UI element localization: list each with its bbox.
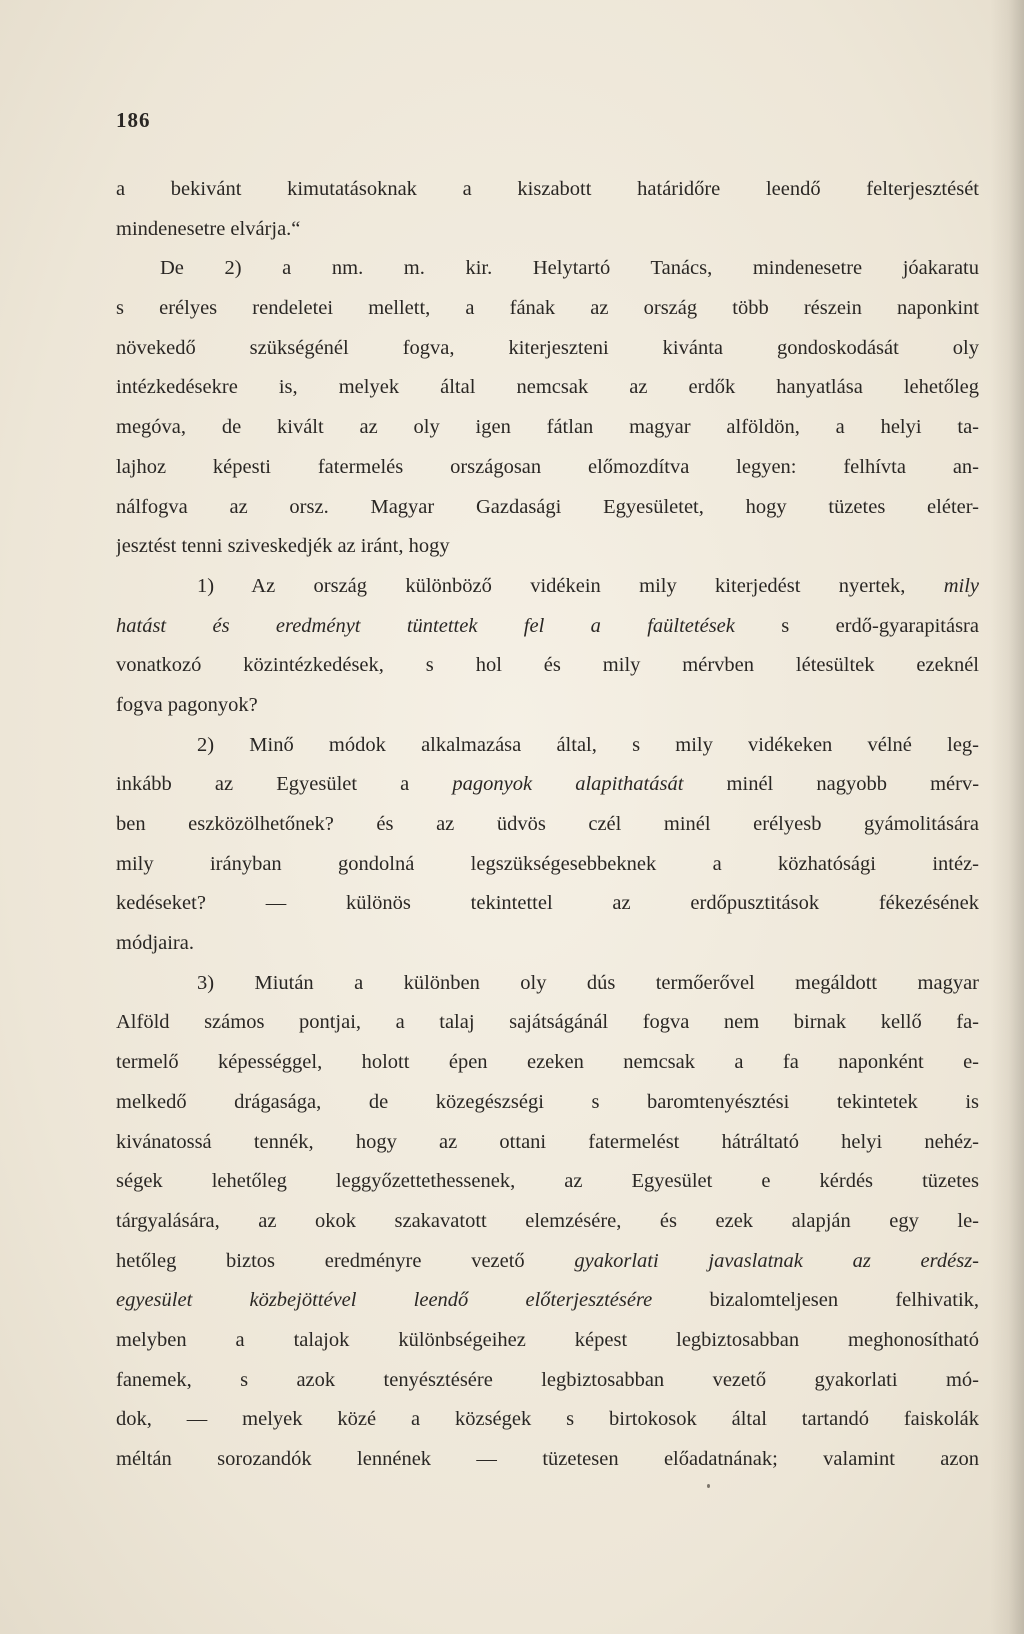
italic-segment: egyesület közbejöttével leendő előterjesztésére (116, 1289, 653, 1312)
body-text (116, 170, 979, 1480)
text-line: jesztést tenni sziveskedjék az iránt, hogy (116, 535, 450, 558)
italic-segment: mily (943, 574, 979, 597)
text-line: Alföld számos pontjai, a talaj sajátságánál fogva nem birnak kellő fa- (116, 1011, 979, 1034)
text-line: s erélyes rendeletei mellett, a fának az ország több részein naponkint (116, 297, 979, 320)
text-line (116, 1281, 979, 1321)
text-line: a bekivánt kimutatásoknak a kiszabott határidőre leendő felterjesztését (116, 178, 979, 200)
page-number: 186 (116, 108, 151, 132)
text-line: De 2) a nm. m. kir. Helytartó Tanács, mindenesetre jóakaratu (160, 257, 979, 280)
text-line: kedéseket? — különös tekintettel az erdőpusztitások fékezésének (116, 892, 979, 915)
text-line (116, 765, 979, 805)
text-line: megóva, de kivált az oly igen fátlan magyar alföldön, a helyi ta- (116, 416, 979, 439)
text-line: tárgyalására, az okok szakavatott elemzésére, és ezek alapján egy le- (116, 1209, 979, 1232)
text-line: vonatkozó közintézkedések, s hol és mily mérvben létesültek ezeknél (116, 654, 979, 677)
ink-speck (707, 1484, 710, 1488)
text-line: fanemek, s azok tenyésztésére legbiztosabban vezető gyakorlati mó- (116, 1368, 979, 1391)
text-segment: 1) Az ország különböző vidékein mily kiterjedést nyertek, (197, 574, 944, 597)
page-edge-shadow (990, 0, 1024, 1634)
text-line: melkedő drágasága, de közegészségi s baromtenyésztési tekintetek is (116, 1090, 979, 1113)
italic-segment: hatást és eredményt tüntettek fel a faültetések (116, 614, 735, 637)
text-line: lajhoz képesti fatermelés országosan előmozdítva legyen: felhívta an- (116, 455, 979, 478)
text-segment: bizalomteljesen felhivatik, (652, 1289, 979, 1312)
text-line (116, 1242, 979, 1282)
text-line: 3) Miután a különben oly dús termőerővel megáldott magyar (197, 971, 979, 994)
text-line (116, 567, 979, 607)
text-line: ben eszközölhetőnek? és az üdvös czél minél erélyesb gyámolitására (116, 813, 979, 835)
text-line: dok, — melyek közé a községek s birtokosok által tartandó faiskolák (116, 1408, 979, 1431)
text-line: nálfogva az orsz. Magyar Gazdasági Egyesületet, hogy tüzetes eléter- (116, 495, 979, 518)
italic-segment: pagonyok alapithatását (452, 773, 684, 796)
text-line: termelő képességgel, holott épen ezeken nemcsak a fa naponként e- (116, 1051, 979, 1074)
text-segment: s erdő-gyarapitásra (734, 614, 979, 637)
text-line: növekedő szükségénél fogva, kiterjeszteni kivánta gondoskodását oly (116, 336, 979, 359)
text-line: módjaira. (116, 932, 194, 955)
text-line (116, 607, 979, 647)
italic-segment: gyakorlati javaslatnak az erdész- (574, 1249, 979, 1272)
text-line: kivánatossá tennék, hogy az ottani fatermelést hátráltató helyi nehéz- (116, 1130, 979, 1153)
text-line: intézkedésekre is, melyek által nemcsak az erdők hanyatlása lehetőleg (116, 376, 979, 399)
text-line: méltán sorozandók lennének — tüzetesen előadatnának; valamint azon (116, 1448, 979, 1470)
text-line: 2) Minő módok alkalmazása által, s mily vidékeken vélné leg- (197, 733, 979, 756)
text-line: mily irányban gondolná legszükségesebbeknek a közhatósági intéz- (116, 852, 979, 875)
text-segment: inkább az Egyesület a (116, 773, 453, 796)
text-segment: hetőleg biztos eredményre vezető (116, 1249, 575, 1272)
text-segment: minél nagyobb mérv- (683, 773, 979, 796)
text-line: mindenesetre elvárja.“ (116, 217, 301, 240)
text-line: ségek lehetőleg leggyőzettethessenek, az Egyesület e kérdés tüzetes (116, 1170, 979, 1193)
text-line: melyben a talajok különbségeihez képest legbiztosabban meghonosítható (116, 1328, 979, 1351)
text-line: fogva pagonyok? (116, 693, 258, 716)
